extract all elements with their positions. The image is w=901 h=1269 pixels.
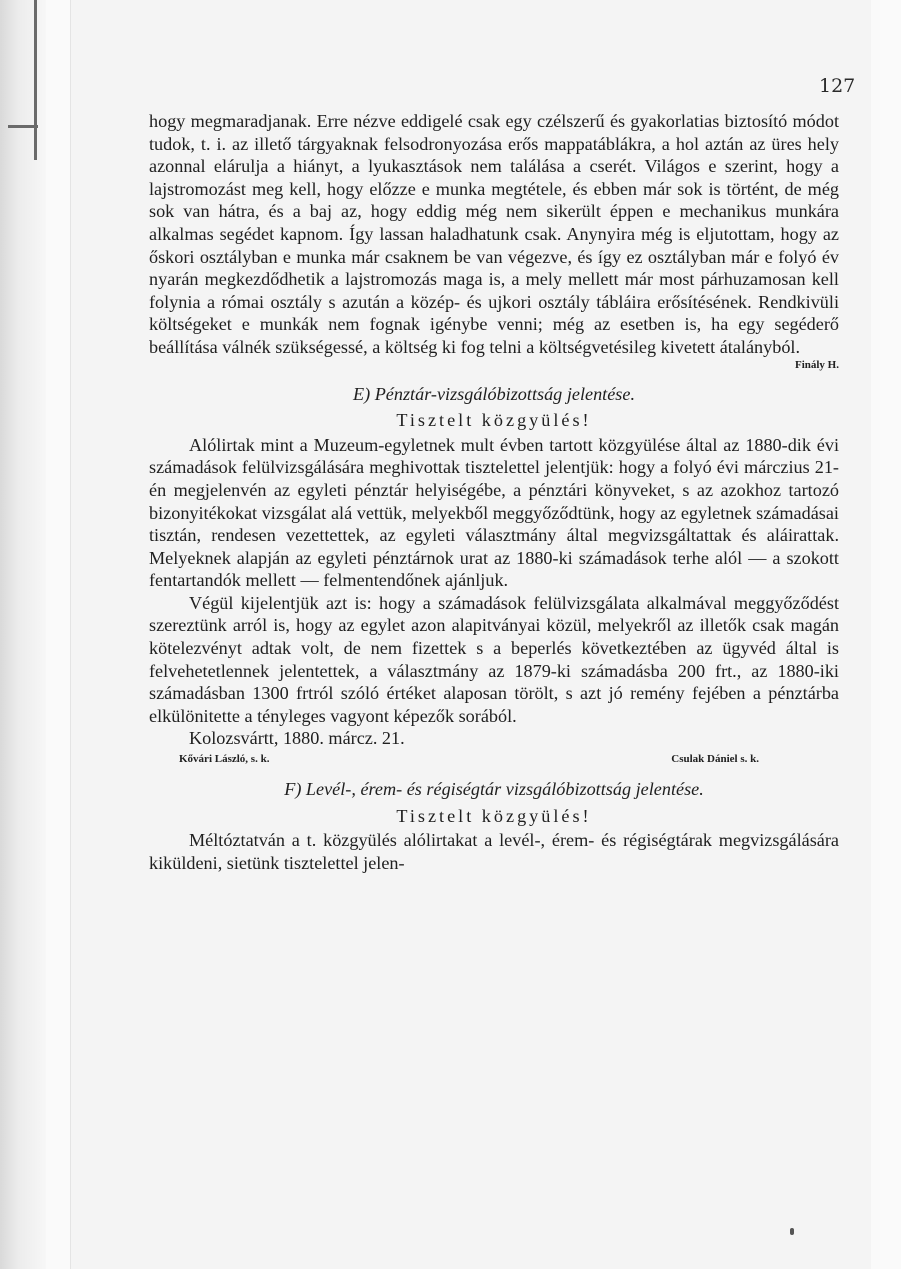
section-e-signatures — [149, 750, 839, 768]
stray-mark — [790, 1228, 794, 1235]
book-spine-shadow — [0, 0, 46, 1269]
section-e-heading: E) Pénztár-vizsgálóbizottság jelentése. — [352, 383, 635, 404]
page-number: 127 — [819, 75, 856, 97]
section-e-paragraph-1: Alólirtak mint a Muzeum-egyletnek mult évben tartott közgyülése által az 1880-dik évi számadások felülvizsgálására meghivottak tisztelettel jelentjük: hogy a folyó évi márczius 21-én megjelenvén az egyleti pénztár helyiségébe, a pénztári könyveket, s az azokhoz tartozó bizonyitékokat vizsgálat alá vettük, melyekből meggyőződtünk, hogy az egyletnek számadásai tisztán, rendesen vezettettek, az egyleti választmány által megvizsgáltattak és aláirattak. Melyeknek alapján az egyleti pénztárnok urat az 1880-ki számadások terhe alól — a szokott fentartandók mellett — felmentendőnek ajánljuk. — [149, 434, 839, 591]
signature-finaly: Finály H. — [794, 358, 839, 371]
section-e-paragraph-2: Végül kijelentjük azt is: hogy a számadások felülvizsgálata alkalmával meggyőződést szereztünk arról is, hogy az egylet azon alapitványai közül, melyekről az illetők csak magán kötelezvényt adtak volt, de nem fizettek s a beperlés következtében az ügyvéd által is felvehetetlennek jelentettek, a választmány az 1879-ki számadásba 200 frt., az 1880-iki számadásban 1300 frtról szóló értéket alaposan törölt, s azt jó remény fejében a pénztárba elkülönitette a tényleges vagyont képezők sorából. — [149, 592, 839, 726]
page-body — [149, 110, 839, 874]
section-e-greeting: Tisztelt közgyülés! — [396, 410, 592, 431]
paragraph-continued: hogy megmaradjanak. Erre nézve eddigelé csak egy czélszerű és gyakorlatias biztosító módot tudok, t. i. az illető tárgyaknak felsodronyozása erős mappatáblákra, a hol aztán az üres hely azonnal elárulja a hiányt, a lyukasztások nem találása a cserét. Világos e szerint, hogy a lajstromozást meg kell, hogy előzze e munka megtétele, és ebben már sok is történt, de még sok van hátra, és a baj az, hogy eddig még nem sikerült éppen e mechanikus munkára alkalmas segédet kapnom. Így lassan haladhatunk csak. Anynyira még is eljutottam, hogy az őskori osztályban e munka már csaknem be van végezve, és így ez osztályban már e folyó év nyarán megkezdődhetik a lajstromozás maga is, a mely mellett már most párhuzamosan kell folynia a római osztály s azután a közép- és ujkori osztály tábláira erősítésének. Rendkivüli költségeket e munkák nem fognak igénybe venni; még az esetben is, ha egy segéderő beállítása válnék szükségessé, a költség ki fog telni a költségvetésileg kivetett átalányból. — [149, 111, 839, 357]
section-f-heading: F) Levél-, érem- és régiségtár vizsgálóbizottság jelentése. — [284, 779, 704, 800]
section-f-paragraph: Méltóztatván a t. közgyülés alólirtakat a levél-, érem- és régiségtárak megvizsgálására kiküldeni, sietünk tisztelettel jelen- — [149, 830, 839, 873]
spine-binding-mark — [34, 0, 37, 160]
section-e-place-date: Kolozsvártt, 1880. márcz. 21. — [189, 728, 405, 749]
signer-right: Csulak Dániel s. k. — [671, 753, 759, 766]
spine-tick-mark — [8, 125, 38, 128]
signer-left: Kővári László, s. k. — [179, 753, 270, 766]
section-f-greeting: Tisztelt közgyülés! — [396, 805, 592, 826]
book-page — [70, 0, 871, 1269]
